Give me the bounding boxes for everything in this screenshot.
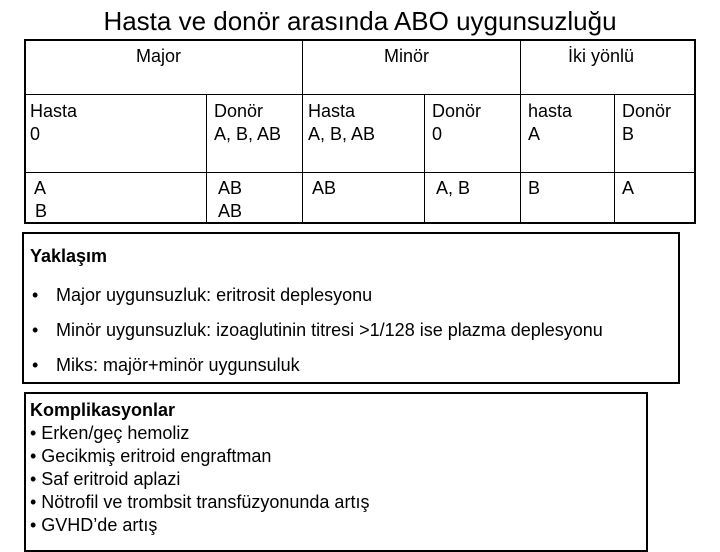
cell-r2-donor-bidir: A — [622, 178, 635, 198]
table-row-divider — [26, 172, 694, 173]
approach-item: • Miks: majör+minör uygunsuluk — [32, 355, 300, 375]
header-minor: Minör — [384, 46, 430, 66]
complications-heading: Komplikasyonlar — [30, 400, 176, 420]
approach-box — [22, 232, 680, 384]
table-col-divider — [424, 94, 425, 224]
approach-item: • Minör uygunsuzluk: izoaglutinin titresi >1/128 ise plazma deplesyonu — [32, 320, 603, 340]
complications-box — [24, 392, 648, 552]
bullet-icon: • — [32, 320, 39, 340]
cell-r2-patient-minor: AB — [308, 178, 337, 198]
table-col-divider — [520, 41, 521, 224]
cell-r1-donor-major: Donör A, B, AB — [214, 101, 282, 144]
table-col-divider — [302, 41, 303, 224]
bullet-icon: • — [32, 285, 39, 305]
cell-r2-donor-minor: A, B — [432, 178, 471, 198]
cell-r1-patient-bidir: hasta A — [528, 101, 573, 144]
slide-title: Hasta ve donör arasında ABO uygunsuzluğu — [103, 6, 617, 36]
bullet-icon: • — [32, 355, 39, 375]
complication-item: • Saf eritroid aplazi — [30, 469, 181, 489]
table-row-divider — [26, 94, 694, 95]
header-bidirectional: İki yönlü — [568, 46, 635, 66]
complication-item: • Nötrofil ve trombsit transfüzyonunda artış — [30, 492, 370, 512]
complication-item: • Erken/geç hemoliz — [30, 423, 190, 443]
cell-r1-patient-minor: Hasta A, B, AB — [308, 101, 376, 144]
cell-r1-donor-bidir: Donör B — [622, 101, 672, 144]
complication-item: • GVHD’de artış — [30, 515, 158, 535]
cell-r1-donor-minor: Donör 0 — [432, 101, 482, 144]
header-major: Major — [136, 46, 182, 66]
abo-table — [24, 39, 696, 224]
table-col-divider — [614, 94, 615, 224]
table-col-divider — [206, 94, 207, 224]
cell-r2-patient-bidir: B — [528, 178, 541, 198]
approach-heading: Yaklaşım — [30, 246, 108, 266]
cell-r1-patient-major: Hasta 0 — [30, 101, 78, 144]
cell-r2-patient-major: A B — [34, 178, 48, 221]
cell-r2-donor-major: AB AB — [218, 178, 243, 221]
complication-item: • Gecikmiş eritroid engraftman — [30, 446, 272, 466]
approach-item: • Major uygunsuzluk: eritrosit deplesyonu — [32, 285, 373, 305]
